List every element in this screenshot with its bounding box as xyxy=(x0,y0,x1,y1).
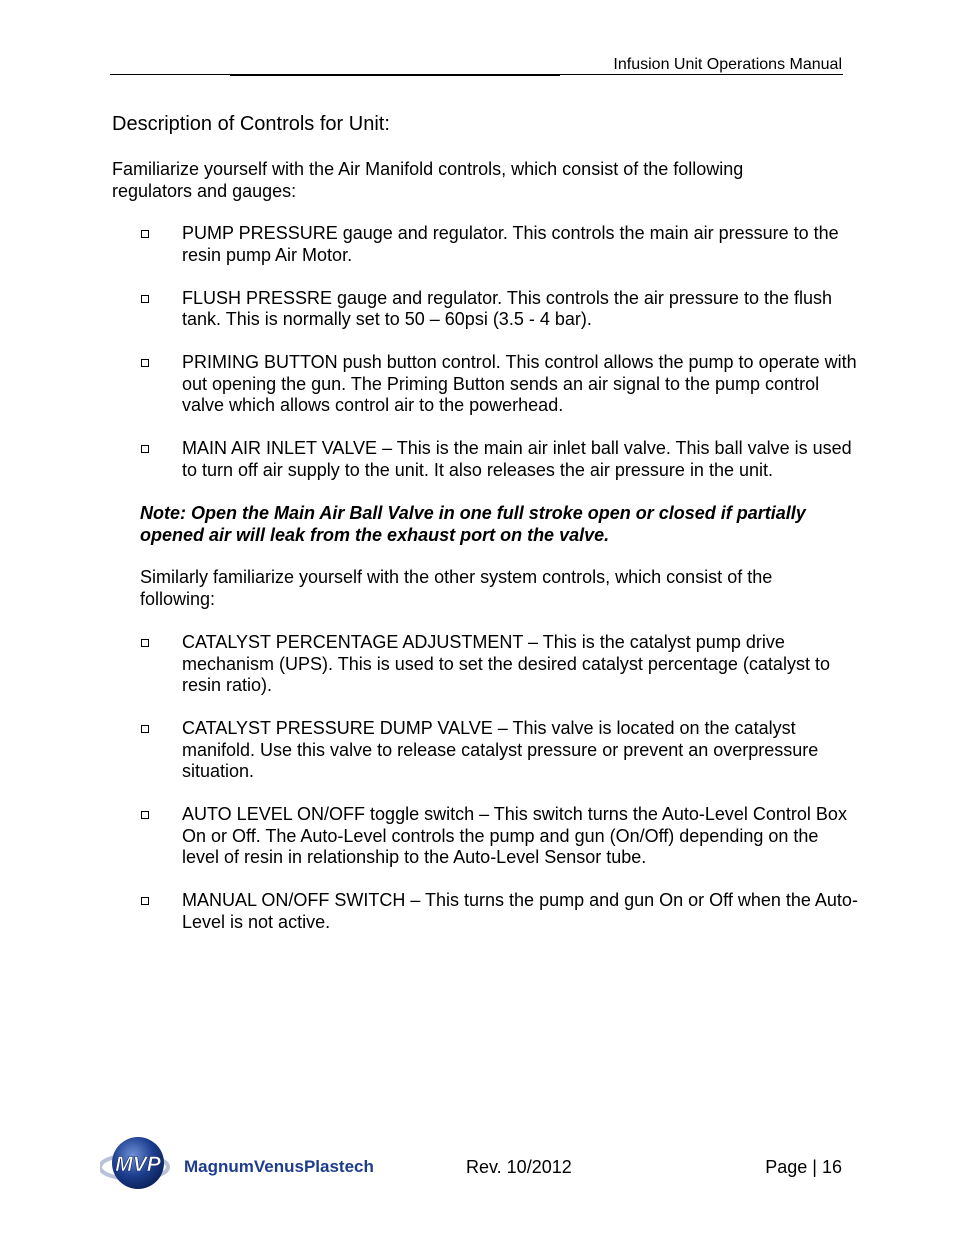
checkbox-bullet-icon xyxy=(141,445,149,453)
list-item xyxy=(140,438,860,481)
checkbox-bullet-icon xyxy=(141,230,149,238)
list-item xyxy=(140,223,860,266)
logo-mark: MVP xyxy=(115,1153,161,1176)
note-paragraph: Note: Open the Main Air Ball Valve in one full stroke open or closed if partially opened air will leak from the exhaust port on the valve. xyxy=(140,503,806,545)
list-item-text: PRIMING BUTTON push button control. This control allows the pump to operate with out opening the gun. The Priming Button sends an air signal to the pump control valve which allows control air to the powerhead. xyxy=(182,352,857,415)
list-item-text: FLUSH PRESSRE gauge and regulator. This controls the air pressure to the flush tank. This is normally set to 50 – 60psi (3.5 - 4 bar). xyxy=(182,287,833,329)
footer-page-number: Page | 16 xyxy=(765,1157,842,1177)
air-controls-list xyxy=(140,223,860,503)
list-item xyxy=(140,804,860,869)
footer-revision: Rev. 10/2012 xyxy=(466,1157,572,1177)
list-item xyxy=(140,718,860,783)
system-controls-list xyxy=(140,632,860,955)
list-item xyxy=(140,890,860,933)
list-item-text: PUMP PRESSURE gauge and regulator. This controls the main air pressure to the resin pump Air Motor. xyxy=(182,223,839,265)
list-item-text: CATALYST PRESSURE DUMP VALVE – This valve is located on the catalyst manifold. Use this valve to release catalyst pressure or prevent an overpressure situation. xyxy=(182,718,819,781)
list-item-text: MANUAL ON/OFF SWITCH – This turns the pump and gun On or Off when the Auto-Level is not active. xyxy=(182,890,858,932)
header-title: Infusion Unit Operations Manual xyxy=(613,56,842,73)
list-item xyxy=(140,632,860,697)
company-logo xyxy=(100,1133,390,1193)
checkbox-bullet-icon xyxy=(141,639,149,647)
checkbox-bullet-icon xyxy=(141,295,149,303)
checkbox-bullet-icon xyxy=(141,897,149,905)
checkbox-bullet-icon xyxy=(141,811,149,819)
logo-text: MagnumVenusPlastech xyxy=(184,1157,374,1176)
list-item xyxy=(140,288,860,331)
list-item-text: MAIN AIR INLET VALVE – This is the main air inlet ball valve. This ball valve is used to turn off air supply to the unit. It also releases the air pressure in the unit. xyxy=(182,438,852,480)
section-title: Description of Controls for Unit: xyxy=(112,113,390,135)
system-intro-paragraph: Similarly familiarize yourself with the other system controls, which consist of the following: xyxy=(140,567,773,609)
list-item-text: AUTO LEVEL ON/OFF toggle switch – This switch turns the Auto-Level Control Box On or Off. The Auto-Level controls the pump and gun (On/Off) depending on the level of resin in relationship to the Auto-Level Sensor tube. xyxy=(182,804,847,867)
list-item xyxy=(140,352,860,417)
checkbox-bullet-icon xyxy=(141,359,149,367)
checkbox-bullet-icon xyxy=(141,725,149,733)
header-rule-accent xyxy=(230,74,560,76)
intro-paragraph: Familiarize yourself with the Air Manifold controls, which consist of the following regulators and gauges: xyxy=(112,159,744,201)
list-item-text: CATALYST PERCENTAGE ADJUSTMENT – This is the catalyst pump drive mechanism (UPS). This is used to set the desired catalyst percentage (catalyst to resin ratio). xyxy=(182,632,830,695)
